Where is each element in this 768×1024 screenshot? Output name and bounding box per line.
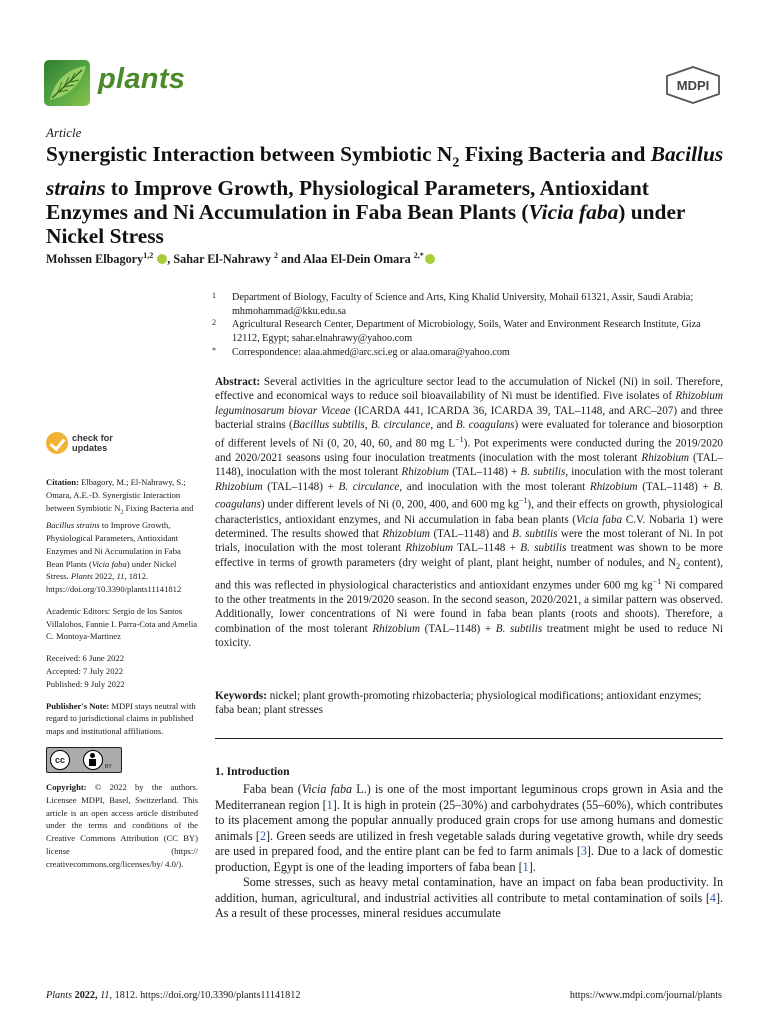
check-for-updates-button[interactable] — [46, 432, 198, 470]
dates — [46, 652, 198, 690]
footer-journal-url[interactable]: https://www.mdpi.com/journal/plants — [569, 990, 722, 1001]
affiliation-item: 1 Department of Biology, Faculty of Science and Arts, King Khalid University, Mohail 61321, Assir, Saudi Arabia; mhmohammad@kku.edu.sa — [212, 291, 694, 317]
paragraph: Some stresses, such as heavy metal contamination, have an impact on faba bean productivity. In addition, human, agricultural, and industrial activities all contribute to metal contamination of soils [4]. As a result of these processes, mineral residues accumulate — [215, 875, 723, 920]
citation-link[interactable]: 2 — [259, 828, 266, 843]
citation-link[interactable]: 1 — [522, 859, 529, 874]
keywords: Keywords: nickel; plant growth-promoting rhizobacteria; physiological modifications; antioxidant enzymes; faba bean; plant stresses — [215, 690, 702, 717]
section-heading: 1. Introduction — [215, 765, 290, 778]
author-list: Mohssen Elbagory$^{1,2}$ , Sahar El-Nahrawy $^2$ and Alaa El-Dein Omara $^{2,*}$ — [46, 251, 435, 267]
mdpi-logo — [664, 66, 722, 104]
published-date: Published: 9 July 2022 — [46, 678, 125, 689]
copyright-notice: Copyright: © 2022 by the authors. Licensee MDPI, Basel, Switzerland. This article is an open access article distributed under the terms and conditions of the Creative Commons Attribution (CC BY) license (https:// creativecommons.org/licenses/by/ 4.0/). — [46, 782, 198, 869]
citation-block: Citation: Elbagory, M.; El-Nahrawy, S.; Omara, A.E.-D. Synergistic Interaction between Symbiotic $N_2$ Fixing Bacteria and Bacillus strains to Improve Growth, Physiological Parameters, Antioxidant Enzymes and Ni Accumulation in Faba Bean Plants (Vicia faba) under Nickel Stress. Plants 2022, 11, 1812. https://doi.org/10.3390/plants11141812 — [46, 477, 194, 595]
author-name[interactable]: Mohssen Elbagory — [46, 252, 144, 267]
accepted-date: Accepted: 7 July 2022 — [46, 666, 124, 677]
citation-link[interactable]: 3 — [580, 844, 587, 858]
affiliations — [212, 291, 724, 360]
attribution-icon — [83, 750, 103, 770]
affiliation-item: 2 Agricultural Research Center, Department of Microbiology, Soils, Water and Environment Research Institute, Giza 12112, Egypt; sahar.elnahrawy@yahoo.com — [212, 318, 701, 345]
abstract: Abstract: Several activities in the agriculture sector lead to the accumulation of Nickel (Ni) in soil. Therefore, effective and economical ways to reduce soil bioavailability of Ni must be identified. Five isolates of Rhizobium leguminosarum biovar Viceae (ICARDA 441, ICARDA 36, ICARDA 39, TAL–1148, and ARC–207) and three bacterial strains (Bacillus subtilis, B. circulance, and B. coagulans) were evaluated for tolerance and biosorption of different levels of Ni (0, 20, 40, 60, and 80 mg $L^{-1}$). Pot experiments were conducted during the 2019/2020 and 2020/2021 seasons using four inoculation treatments (inoculation with the most tolerant Rhizobium (TAL–1148), inoculation with the most tolerant Rhizobium (TAL–1148) + B. subtilis, inoculation with the most tolerant Rhizobium (TAL–1148) + B. circulance, and inoculation with the most tolerant Rhizobium (TAL–1148) + B. coagulans) under different levels of Ni (0, 200, 400, and 600 mg $kg^{-1}$), and their effects on growth, physiological characteristics, antioxidant enzymes, and Ni accumulation in faba bean plants (Vicia faba C.V. Nobaria 1) were determined. The results showed that Rhizobium (TAL–1148) and B. subtilis were the most tolerant of Ni. In pot trials, inoculation with the most tolerant Rhizobium TAL–1148 + B. subtilis treatment was shown to be more effective in terms of growth parameters (dry weight of plant, plant height, number of nodules, and $N_2$ content), and this was reflected in physiological characteristics and antioxidant enzymes under 600 mg $kg^{-1}$ Ni compared to the other treatments in the 2019/2020 season. In the second season, 2020/2021, a similar pattern was observed. Additionally, lower concentrations of Ni were found in faba bean plants (roots and shoots). Therefore, a combination of the most tolerant Rhizobium (TAL–1148) + B. subtilis treatment might be used to reduce Ni toxicity. — [215, 376, 724, 650]
correspondence: * Correspondence: alaa.ahmed@arc.sci.eg or alaa.omara@yahoo.com — [212, 345, 510, 358]
footer-citation: Plants 2022, 11, 1812. https://doi.org/10.3390/plants11141812 — [46, 990, 301, 1001]
section-divider — [215, 738, 723, 739]
author-name[interactable]: and Alaa El-Dein Omara — [278, 252, 411, 267]
checkmark-icon — [46, 432, 68, 454]
author-name[interactable]: , Sahar El-Nahrawy — [167, 252, 271, 267]
article-title: Synergistic Interaction between Symbiotic $N_2$ Fixing Bacteria and Bacillus strains to Improve Growth, Physiological Parameters, Antioxidant Enzymes and Ni Accumulation in Faba Bean Plants (Vicia faba) under Nickel Stress — [46, 142, 724, 249]
mdpi-logo-text: MDPI — [676, 78, 710, 93]
article-type: Article — [46, 125, 82, 140]
check-for-updates-label: check for updates — [72, 433, 113, 453]
creative-commons-icon: cc — [50, 750, 70, 770]
sidebar — [46, 432, 198, 871]
orcid-icon[interactable] — [425, 254, 435, 264]
academic-editors: Academic Editors: Sergio de los Santos Villalobos, Fannie I. Parra-Cota and Amelia C. Montoya-Martinez — [46, 605, 198, 642]
citation-link[interactable]: 1 — [326, 797, 333, 812]
introduction-body — [215, 782, 723, 922]
journal-name: plants — [98, 63, 186, 95]
cc-by-license-icon[interactable]: cc BY — [46, 747, 122, 773]
citation-link[interactable]: 4 — [709, 890, 716, 905]
orcid-icon[interactable] — [157, 254, 167, 264]
publisher-note: Publisher's Note: MDPI stays neutral with regard to jurisdictional claims in published maps and institutional affiliations. — [46, 700, 196, 737]
received-date: Received: 6 June 2022 — [46, 653, 125, 664]
paragraph: Faba bean (Vicia faba L.) is one of the most important leguminous crops grown in Asia and the Mediterranean region [1]. It is high in protein (25–30%) and carbohydrates (55–60%), which contributes to its placement among the popular annually produced grain crops for use among humans and domestic animals [2]. Green seeds are utilized in fresh vegetable salads during vegetative growth, while dry seeds are used in prepared food, and the entire plant can be fed to farm animals [3]. Due to a lack of domestic production, Egypt is one of the leading importers of faba bean [1]. — [215, 782, 724, 874]
journal-logo — [44, 60, 90, 106]
